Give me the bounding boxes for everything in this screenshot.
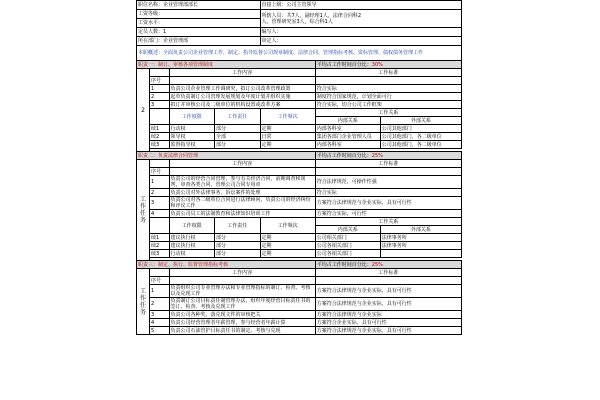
duty3-col-no: 序号 <box>150 277 170 285</box>
duty3-percent: 平均占工作时间百分比：25% <box>315 261 461 269</box>
table-row: 续3 监督指导权 部分 定期 内部各科室 公司其他部门，各二级单位 <box>137 141 462 149</box>
duty1-col-internal: 内部关系 <box>315 117 380 125</box>
duty2-title: 职责二：负责法律合同管理 <box>137 152 316 160</box>
table-row: 2 负责公司对外法律事务，诉讼案件的处理 符合实际 <box>137 189 462 197</box>
level-cell: 工资等级： <box>137 10 261 19</box>
table-row: 续2 建议执行权 部分 定期 公司各相关部门 法律事务所 <box>137 242 462 250</box>
duty2-col-responsibility: 工作责任 <box>215 218 261 234</box>
staffing-cell: 编写人： <box>260 28 462 37</box>
table-row: 3 负责公司各种奖、落兑现文件的审核把关 方案符合法律规范与企业实际 <box>137 311 462 319</box>
duty2-percent: 平均占工作时间百分比：25% <box>315 152 461 160</box>
supervisor-cell: 直接上级：公司主管领导 <box>260 1 462 10</box>
duty2-col-content: 工作内容 <box>169 160 315 168</box>
duty1-percent: 平均占工作时间百分比：30% <box>315 61 461 69</box>
table-row: 续1 行动权 部分 定期 内部各科室 公司其他部门 <box>137 125 462 133</box>
reviewer-cell: 审定人： <box>260 37 462 46</box>
duty1-col-frequency: 工作频次 <box>260 109 315 125</box>
duty1-col-responsibility: 工作责任 <box>215 109 261 125</box>
duty1-col-external: 外部关系 <box>380 117 461 125</box>
duty3-title: 职责三：制定、执行、监督管理指标考核 <box>137 261 316 269</box>
duty2-col-frequency: 工作频次 <box>260 218 315 234</box>
duty2-title-row <box>137 152 462 160</box>
duty1-title: 职责一：制订、审核各项管理制度 <box>137 61 316 69</box>
duty1-relations-header <box>137 109 462 117</box>
duty3-title-row <box>137 261 462 269</box>
duty1-side-label: 2 <box>137 69 150 152</box>
duty3-side-label: 工作任务 <box>137 269 150 335</box>
duty1-content-header <box>137 69 462 77</box>
duty3-col-standard: 工作标准 <box>315 269 461 277</box>
duty1-blank-header <box>150 69 170 77</box>
duty1-no-header <box>137 77 462 85</box>
duty2-col-standard: 工作标准 <box>315 160 461 168</box>
table-row: 续1 建议执行权 部分 定期 公司相关部门 法律事务所 <box>137 234 462 242</box>
table-row: 4 负责公司员工的法制教育和法律知识培训工作 方案符合实际，可行性 <box>137 210 462 218</box>
table-row: 5 负责公司石油管护目标责任书的制定、考核与兑现 方案符合法律规范与企业实际，具有可行性 <box>137 327 462 335</box>
duty1-col-content: 工作内容 <box>169 69 315 77</box>
salary-cell: 工资水平： <box>137 19 261 28</box>
table-row: 续2 领导权 全部 日常 集团各部门企业管理人员 公司其他部门，各二级单位 <box>137 133 462 141</box>
job-description-sheet <box>136 0 462 400</box>
table-row: 3 负责公司对各二级单位合同进行法律顾问，负责公司的经济纠纷和评议工作 方案符合法律规范与企业实际，具有可行性 <box>137 197 462 210</box>
duty1-col-standard: 工作标准 <box>315 69 461 77</box>
table-row: 续3 行动权 部分 定期 公司各相关部门 <box>137 250 462 258</box>
duty2-side-label: 工作任务 <box>137 160 150 261</box>
position-cell: 职位名称：企业管理部部长 <box>137 1 261 10</box>
summary-row <box>137 46 462 61</box>
staff-cell: 定员人数：1 <box>137 28 261 37</box>
duty3-no-header <box>137 277 462 285</box>
summary-text: 本职概述：全面负责公司企业管理工作，制定、指导监督公司规章制度、法律合同、管理指标考核、资标管理、债权债务管理工作 <box>137 46 462 61</box>
table-row: 2 起草负责制订公司管理发展规划及年度计划并组织实施 制度符合国家规范，计划全面可行 <box>137 93 462 101</box>
header-row-dept <box>137 37 462 46</box>
subordinates-cell: 所辖人员：共7人，副经理1人，法律合同科2 人，管理研究室3人，综合科1人 <box>260 10 462 28</box>
duty2-col-external: 外部关系 <box>380 226 461 234</box>
header-row-level <box>137 10 462 19</box>
dept-cell: 所在部门：企业管理部 <box>137 37 261 46</box>
duty3-content-header <box>137 269 462 277</box>
duty1-col-relations: 工作关系 <box>315 109 461 117</box>
job-description-table <box>136 0 462 335</box>
duty1-col-authority: 工作权限 <box>169 109 215 125</box>
duty2-content-header <box>137 160 462 168</box>
duty3-col-content: 工作内容 <box>169 269 315 277</box>
duty2-col-relations: 工作关系 <box>315 218 461 226</box>
duty2-relations-header <box>137 218 462 226</box>
duty1-title-row <box>137 61 462 69</box>
duty1-col-no: 序号 <box>150 77 170 85</box>
header-row-position <box>137 1 462 10</box>
table-row: 3 拟订并审核公司及二级单位的机构设置或改革方案 符合实际，切合公司工作框架 <box>137 101 462 109</box>
header-row-staff <box>137 28 462 37</box>
duty2-col-authority: 工作权限 <box>169 218 215 234</box>
table-row: 1 负责组织公司专业管理办法和专业管理指标的制订、检查、考核以及兑现工作 方案符合法律规范与企业实际，具有可行性 <box>137 285 462 298</box>
table-row: 4 负责公司经营管理者年薪管理，参与经营者年薪计算 方案符合企业实际，具有可行性 <box>137 319 462 327</box>
table-row: 1 负责公司的经营合同管理，参与有关经济合同，前期调查和谈判，审查各类合同，管理公司合同专用章 符合法律规范，可操作性强 <box>137 176 462 189</box>
table-row: 1 负责公司企业管理工作调研究，拟订公司改革管理政策 符合实际 <box>137 85 462 93</box>
duty2-col-no: 序号 <box>150 168 170 176</box>
table-row: 2 负责制订公司目标责任制管理办法，组织年度经营目标责任书的签订、检查、考核及兑现工作 方案符合法律规范与企业实际，具有可行性 <box>137 298 462 311</box>
duty2-no-header <box>137 168 462 176</box>
duty2-col-internal: 内部关系 <box>315 226 380 234</box>
